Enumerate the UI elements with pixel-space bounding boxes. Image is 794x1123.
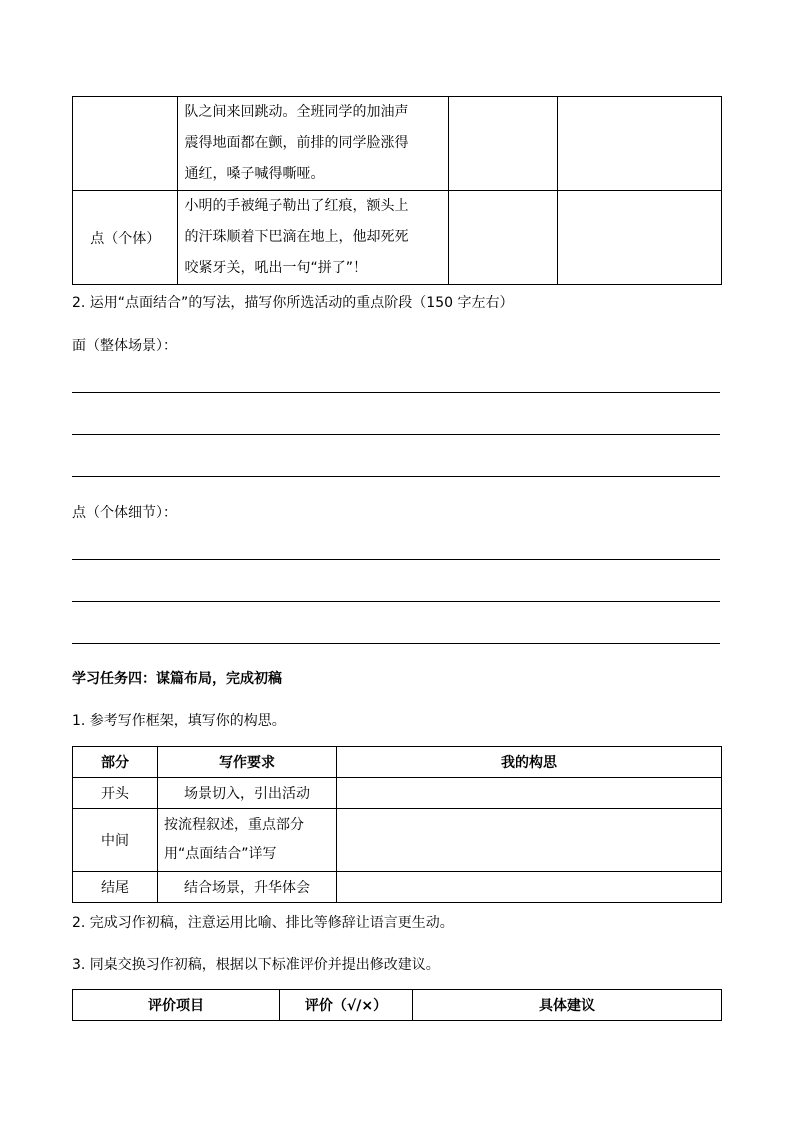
- writing-line[interactable]: [72, 559, 720, 560]
- table-row: [73, 97, 722, 191]
- task4-title: 学习任务四：谋篇布局，完成初稿: [72, 671, 282, 687]
- part-cell: 结尾: [73, 872, 158, 903]
- table-row: [73, 872, 722, 903]
- task4-q2: 2. 完成习作初稿，注意运用比喻、排比等修辞让语言更生动。: [72, 915, 454, 931]
- my-idea-cell[interactable]: [337, 872, 722, 903]
- activity-detail-table: [72, 96, 722, 285]
- content-line: 震得地面都在颤，前排的同学脸涨得: [184, 135, 409, 151]
- table-header-row: [73, 747, 722, 778]
- content-line: 队之间来回跳动。全班同学的加油声: [184, 104, 409, 120]
- evaluation-table: [72, 989, 722, 1021]
- header-cell: 写作要求: [158, 747, 337, 778]
- writing-line[interactable]: [72, 392, 720, 393]
- content-line: 咬紧牙关，吼出一句“拼了”！: [184, 260, 367, 276]
- empty-cell[interactable]: [448, 191, 558, 285]
- point-label: 点（个体细节）：: [72, 505, 177, 521]
- my-idea-cell[interactable]: [337, 809, 722, 872]
- writing-framework-table: [72, 746, 722, 903]
- task4-q3: 3. 同桌交换习作初稿，根据以下标准评价并提出修改建议。: [72, 957, 440, 973]
- q2-prompt: 2. 运用“点面结合”的写法，描写你所选活动的重点阶段（150 字左右）: [72, 295, 514, 311]
- writing-line[interactable]: [72, 601, 720, 602]
- header-cell: 具体建议: [413, 990, 722, 1021]
- header-cell: 评价（√/×）: [280, 990, 413, 1021]
- table-row: [73, 191, 722, 285]
- requirement-cell: 结合场景，升华体会: [158, 872, 337, 903]
- surface-label: 面（整体场景）：: [72, 338, 177, 354]
- row-content-cell: [178, 97, 448, 191]
- requirement-cell: 场景切入，引出活动: [158, 778, 337, 809]
- requirement-line: 用“点面结合”详写: [164, 846, 277, 862]
- part-cell: 中间: [73, 809, 158, 872]
- writing-line[interactable]: [72, 434, 720, 435]
- row-label-cell: 点（个体）: [73, 191, 178, 285]
- requirement-cell: [158, 809, 337, 872]
- content-line: 通红，嗓子喊得嘶哑。: [184, 166, 325, 182]
- table-row: [73, 809, 722, 872]
- empty-cell[interactable]: [558, 97, 722, 191]
- header-cell: 部分: [73, 747, 158, 778]
- table-header-row: [73, 990, 722, 1021]
- header-cell: 评价项目: [73, 990, 280, 1021]
- empty-cell[interactable]: [558, 191, 722, 285]
- task4-q1: 1. 参考写作框架，填写你的构思。: [72, 713, 286, 729]
- empty-cell[interactable]: [448, 97, 558, 191]
- my-idea-cell[interactable]: [337, 778, 722, 809]
- content-line: 的汗珠顺着下巴滴在地上，他却死死: [184, 229, 409, 245]
- requirement-line: 按流程叙述，重点部分: [164, 817, 304, 833]
- part-cell: 开头: [73, 778, 158, 809]
- header-cell: 我的构思: [337, 747, 722, 778]
- content-line: 小明的手被绳子勒出了红痕，额头上: [184, 198, 409, 214]
- writing-line[interactable]: [72, 643, 720, 644]
- row-content-cell: [178, 191, 448, 285]
- row-label-cell: [73, 97, 178, 191]
- writing-line[interactable]: [72, 476, 720, 477]
- table-row: [73, 778, 722, 809]
